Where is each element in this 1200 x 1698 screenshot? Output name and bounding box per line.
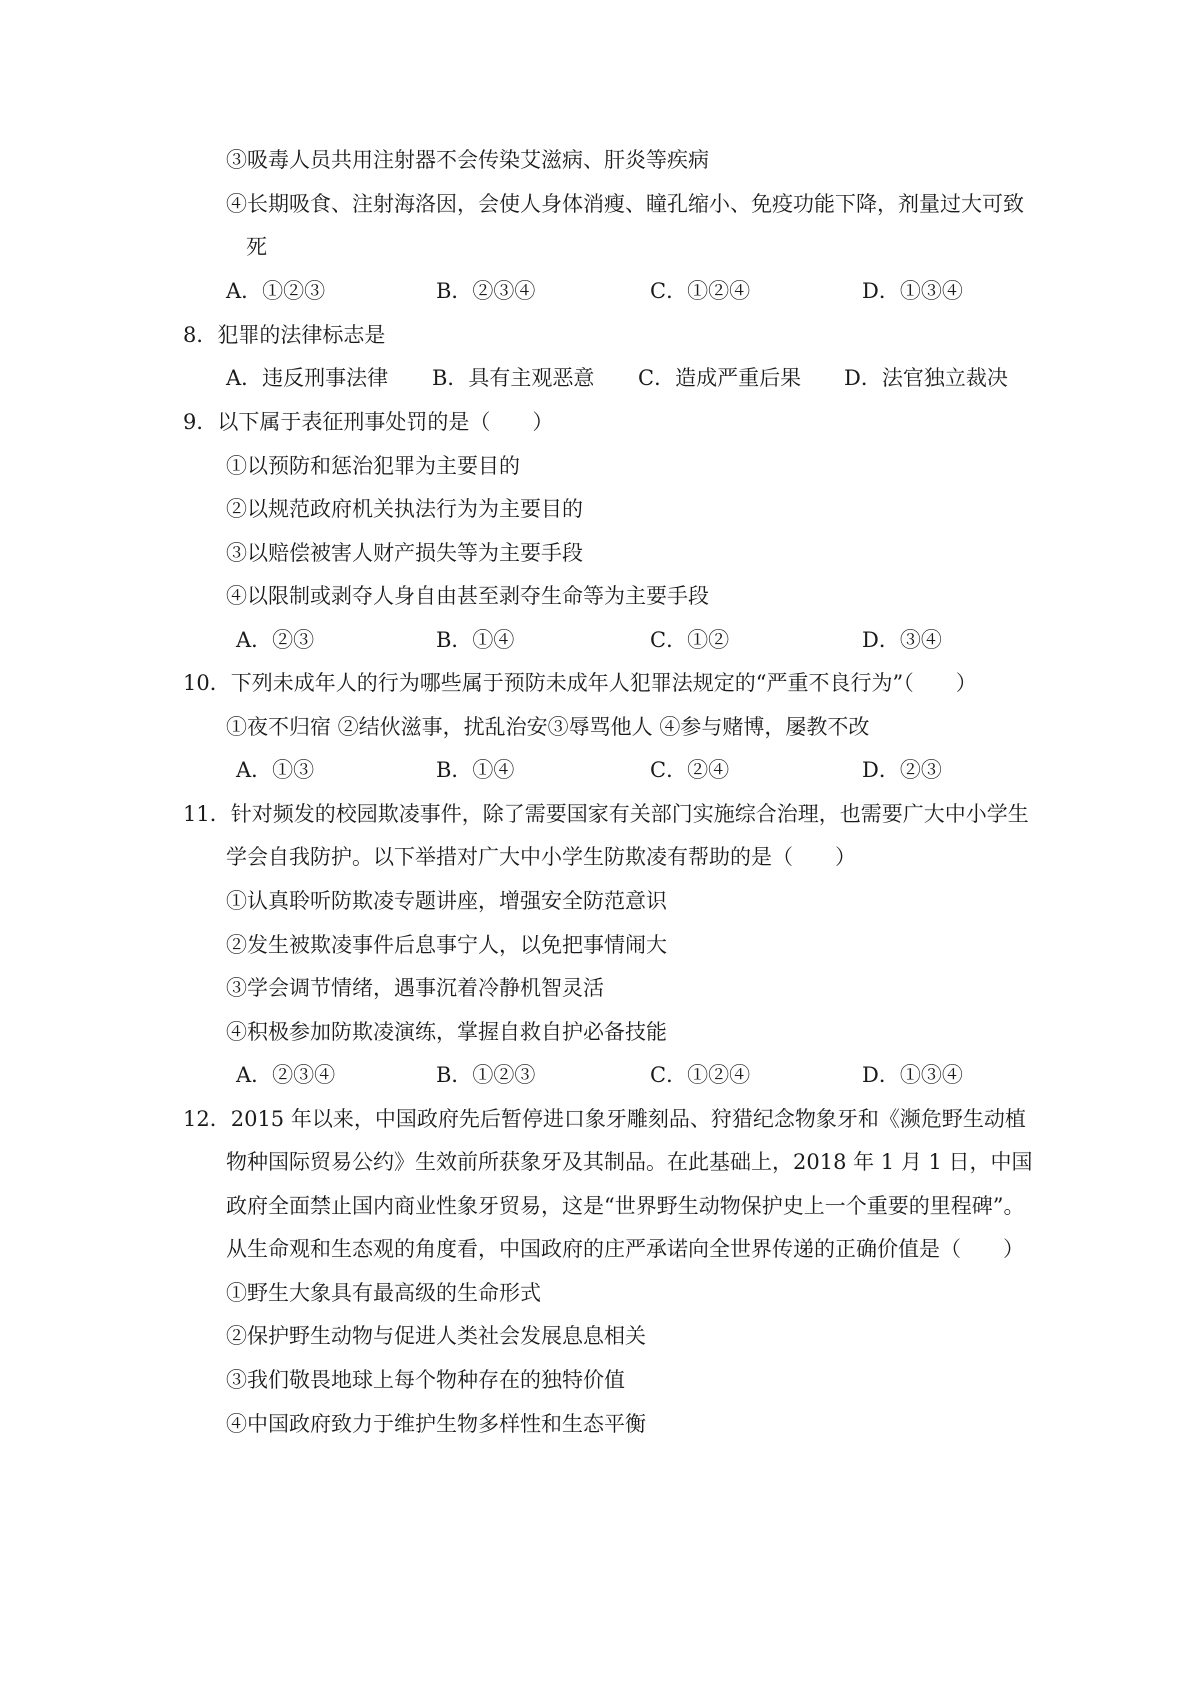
q7-option-a: A．①②③	[226, 279, 326, 303]
q8-option-b: B．具有主观恶意	[432, 366, 595, 390]
q12-stem-line2: 物种国际贸易公约》生效前所获象牙及其制品。在此基础上，2018 年 1 月 1 日，中国	[226, 1150, 1033, 1174]
q10-option-c: C．②④	[650, 758, 730, 782]
q10-statements: ①夜不归宿 ②结伙滋事，扰乱治安③辱骂他人 ④参与赌博，屡教不改	[226, 715, 870, 739]
q11-statement-4: ④积极参加防欺凌演练，掌握自救自护必备技能	[226, 1020, 667, 1044]
q8-option-d: D．法官独立裁决	[844, 366, 1008, 390]
q9-statement-1: ①以预防和惩治犯罪为主要目的	[226, 454, 520, 478]
q7-option-c: C．①②④	[650, 279, 751, 303]
q11-statement-1: ①认真聆听防欺凌专题讲座，增强安全防范意识	[226, 889, 667, 913]
q8-option-a: A．违反刑事法律	[226, 366, 389, 390]
q11-stem-line1: 11．针对频发的校园欺凌事件，除了需要国家有关部门实施综合治理，也需要广大中小学生	[183, 802, 1029, 826]
q9-stem: 9．以下属于表征刑事处罚的是（ ）	[183, 410, 554, 434]
q8-stem: 8．犯罪的法律标志是	[183, 323, 386, 347]
q12-stem-line3: 政府全面禁止国内商业性象牙贸易，这是“世界野生动物保护史上一个重要的里程碑”。	[226, 1194, 1025, 1218]
q12-statement-1: ①野生大象具有最高级的生命形式	[226, 1281, 541, 1305]
q10-option-b: B．①④	[436, 758, 515, 782]
q10-option-a: A．①③	[236, 758, 315, 782]
q7-statement-3: ③吸毒人员共用注射器不会传染艾滋病、肝炎等疾病	[226, 148, 709, 172]
q9-option-c: C．①②	[650, 628, 730, 652]
q11-option-d: D．①③④	[862, 1063, 963, 1087]
q12-stem-line4: 从生命观和生态观的角度看，中国政府的庄严承诺向全世界传递的正确价值是（ ）	[226, 1237, 1024, 1261]
q7-option-d: D．①③④	[862, 279, 963, 303]
q7-statement-4-line2: 死	[246, 235, 267, 259]
q12-statement-4: ④中国政府致力于维护生物多样性和生态平衡	[226, 1412, 646, 1436]
q8-option-c: C．造成严重后果	[638, 366, 802, 390]
q10-option-d: D．②③	[862, 758, 942, 782]
q9-option-d: D．③④	[862, 628, 942, 652]
q11-option-a: A．②③④	[236, 1063, 336, 1087]
q9-statement-2: ②以规范政府机关执法行为为主要目的	[226, 497, 583, 521]
q11-statement-3: ③学会调节情绪，遇事沉着冷静机智灵活	[226, 976, 604, 1000]
q12-statement-3: ③我们敬畏地球上每个物种存在的独特价值	[226, 1368, 625, 1392]
q7-statement-4-line1: ④长期吸食、注射海洛因，会使人身体消瘦、瞳孔缩小、免疫功能下降，剂量过大可致	[226, 192, 1024, 216]
q11-option-c: C．①②④	[650, 1063, 751, 1087]
q9-statement-3: ③以赔偿被害人财产损失等为主要手段	[226, 541, 583, 565]
q11-option-b: B．①②③	[436, 1063, 536, 1087]
q9-option-b: B．①④	[436, 628, 515, 652]
q11-stem-line2: 学会自我防护。以下举措对广大中小学生防欺凌有帮助的是（ ）	[226, 845, 856, 869]
q12-stem-line1: 12．2015 年以来，中国政府先后暂停进口象牙雕刻品、狩猎纪念物象牙和《濒危野生动植	[183, 1107, 1026, 1131]
q11-statement-2: ②发生被欺凌事件后息事宁人，以免把事情闹大	[226, 933, 667, 957]
q9-option-a: A．②③	[236, 628, 315, 652]
q7-option-b: B．②③④	[436, 279, 536, 303]
q10-stem: 10．下列未成年人的行为哪些属于预防未成年人犯罪法规定的“严重不良行为”（ ）	[183, 671, 977, 695]
q12-statement-2: ②保护野生动物与促进人类社会发展息息相关	[226, 1324, 646, 1348]
q9-statement-4: ④以限制或剥夺人身自由甚至剥夺生命等为主要手段	[226, 584, 709, 608]
